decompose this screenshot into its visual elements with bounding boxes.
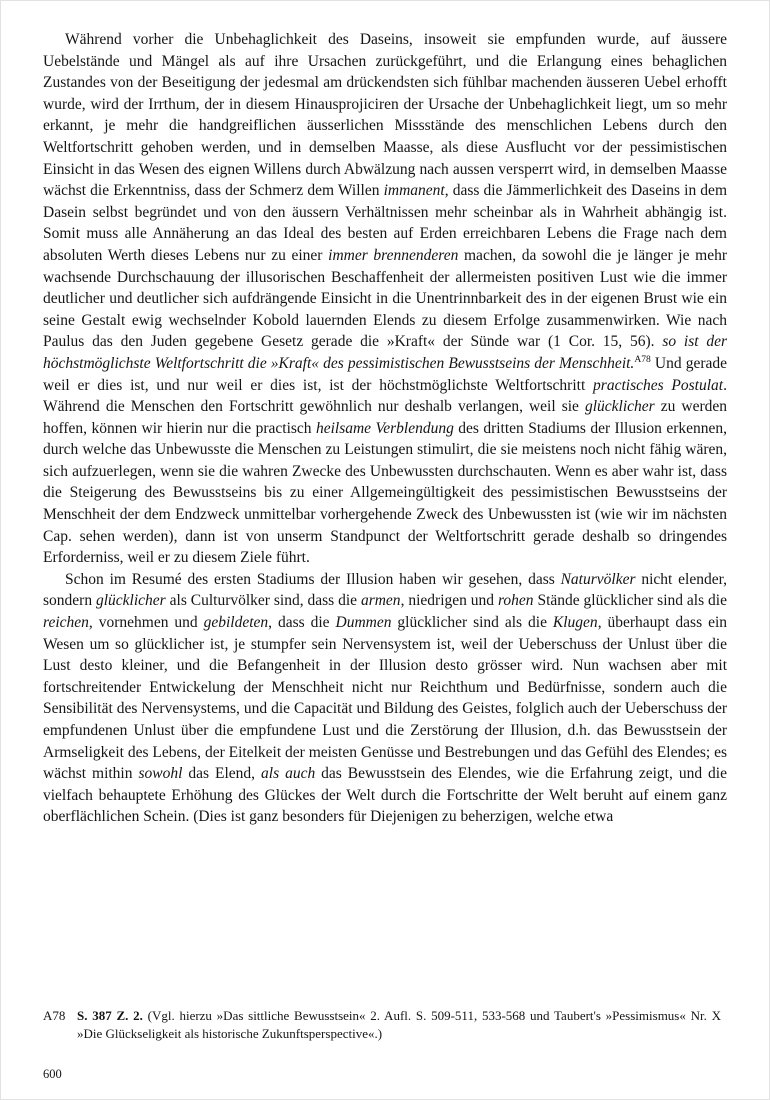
paragraph-1: Während vorher die Unbehaglichkeit des Daseins, insoweit sie empfunden wurde, auf äussere Uebelstände und Mängel als auf ihre Ursachen zurückgeführt, und die Erlangung eines behaglichen Zustandes von der Beseitigung der jedesmal am drückendsten sich fühlbar machenden äusseren Uebel erhofft wurde, wird der Irrthum, der in diesem Hinausprojiciren der Ursache der Unbehaglichkeit liegt, um so mehr erkannt, je mehr die handgreiflichen äusserlichen Missstände des menschlichen Lebens durch den Weltfortschritt gehoben werden, und in demselben Maasse, als diese Ausflucht vor der pessimistischen Einsicht in das Wesen des eignen Willens durch Abwälzung nach aussen versperrt wird, in demselben Maasse wächst die Erkenntniss, dass der Schmerz dem Willen immanent, dass die Jämmerlichkeit des Daseins in dem Dasein selbst begründet und von den äussern Verhältnissen mehr scheinbar als in Wahrheit abhängig ist. Somit muss alle Annäherung an das Ideal des besten auf Erden erreichbaren Lebens die Frage nach dem absoluten Werth dieses Lebens nur zu einer immer brennenderen machen, da sowohl die je länger je mehr wachsende Durchschauung der illusorischen Beschaffenheit der allermeisten positiven Lust wie die immer deutlicher und deutlicher sich aufdrängende Einsicht in die Unentrinnbarkeit des in der eigenen Brust wie ein seine Gestalt ewig wechselnder Kobold lauernden Elends zu diesem Erfolge zusammenwirken. Wie nach Paulus das den Juden gegebene Gesetz gerade die »Kraft« der Sünde war (1 Cor. 15, 56). so ist der höchstmöglichste Weltfortschritt die »Kraft« des pessimistischen Bewusstseins der Menschheit.$^{A78}$ Und gerade weil er dies ist, und nur weil er dies ist, ist der höchstmöglichste Weltfortschritt practisches Postulat. Während die Menschen den Fortschritt gewöhnlich nur deshalb verlangen, weil sie glücklicher zu werden hoffen, können wir hierin nur die practisch heilsame Verblendung des dritten Stadiums der Illusion erkennen, durch welche das Unbewusste die Menschen zu Leistungen stimulirt, die sie meistens noch nicht fähig wären, sich aufzuerlegen, wenn sie die wahren Zwecke des Unbewussten durchschauten. Wenn es aber wahr ist, dass die Steigerung des Bewusstseins bis zu einer Allgemeingültigkeit des pessimistischen Bewusstseins der Menschheit der dem Endzweck unmittelbar vorhergehende Zweck des Unbewussten ist (wie wir im nächsten Cap. sehen werden), dann ist von unserm Standpunct der Weltfortschritt gerade deshalb so dringendes Erforderniss, weil er zu diesem Ziele führt. [43,31,728,567]
page-number: 600 [43,1067,62,1081]
footnote-label: A78 [43,1008,66,1023]
body-text [43,29,727,828]
footnote [43,1007,721,1042]
footnote-text: S. 387 Z. 2. (Vgl. hierzu »Das sittliche Bewusstsein« 2. Aufl. S. 509-511, 533-568 und Taubert's »Pessimismus« Nr. X »Die Glückseligkeit als historische Zukunftsperspective«.) [77,1008,721,1041]
paragraph-2: Schon im Resumé des ersten Stadiums der Illusion haben wir gesehen, dass Naturvölker nicht elender, sondern glücklicher als Culturvölker sind, dass die armen, niedrigen und rohen Stände glücklicher sind als die reichen, vornehmen und gebildeten, dass die Dummen glücklicher sind als die Klugen, überhaupt dass ein Wesen um so glücklicher ist, je stumpfer sein Nervensystem ist, weil der Ueberschuss der Unlust über die Lust desto kleiner, und die Befangenheit in der Illusion desto grösser wird. Nun wachsen aber mit fortschreitender Entwickelung der Menschheit nicht nur Reichthum und Bedürfnisse, sondern auch die Sensibilität des Nervensystems, und die Capacität und Bildung des Geistes, folglich auch der Ueberschuss der empfundenen Unlust über die empfundene Lust und die Zerstörung der Illusion, d.h. das Bewusstsein der Armseligkeit des Lebens, der Eitelkeit der meisten Genüsse und Bestrebungen und das Gefühl des Elendes; es wächst mithin sowohl das Elend, als auch das Bewusstsein des Elendes, wie die Erfahrung zeigt, und die vielfach behauptete Erhöhung des Glückes der Welt durch die Fortschritte der Welt beruht auf einem ganz oberflächlichen Schein. (Dies ist ganz besonders für Diejenigen zu beherzigen, welche etwa [43,570,727,826]
